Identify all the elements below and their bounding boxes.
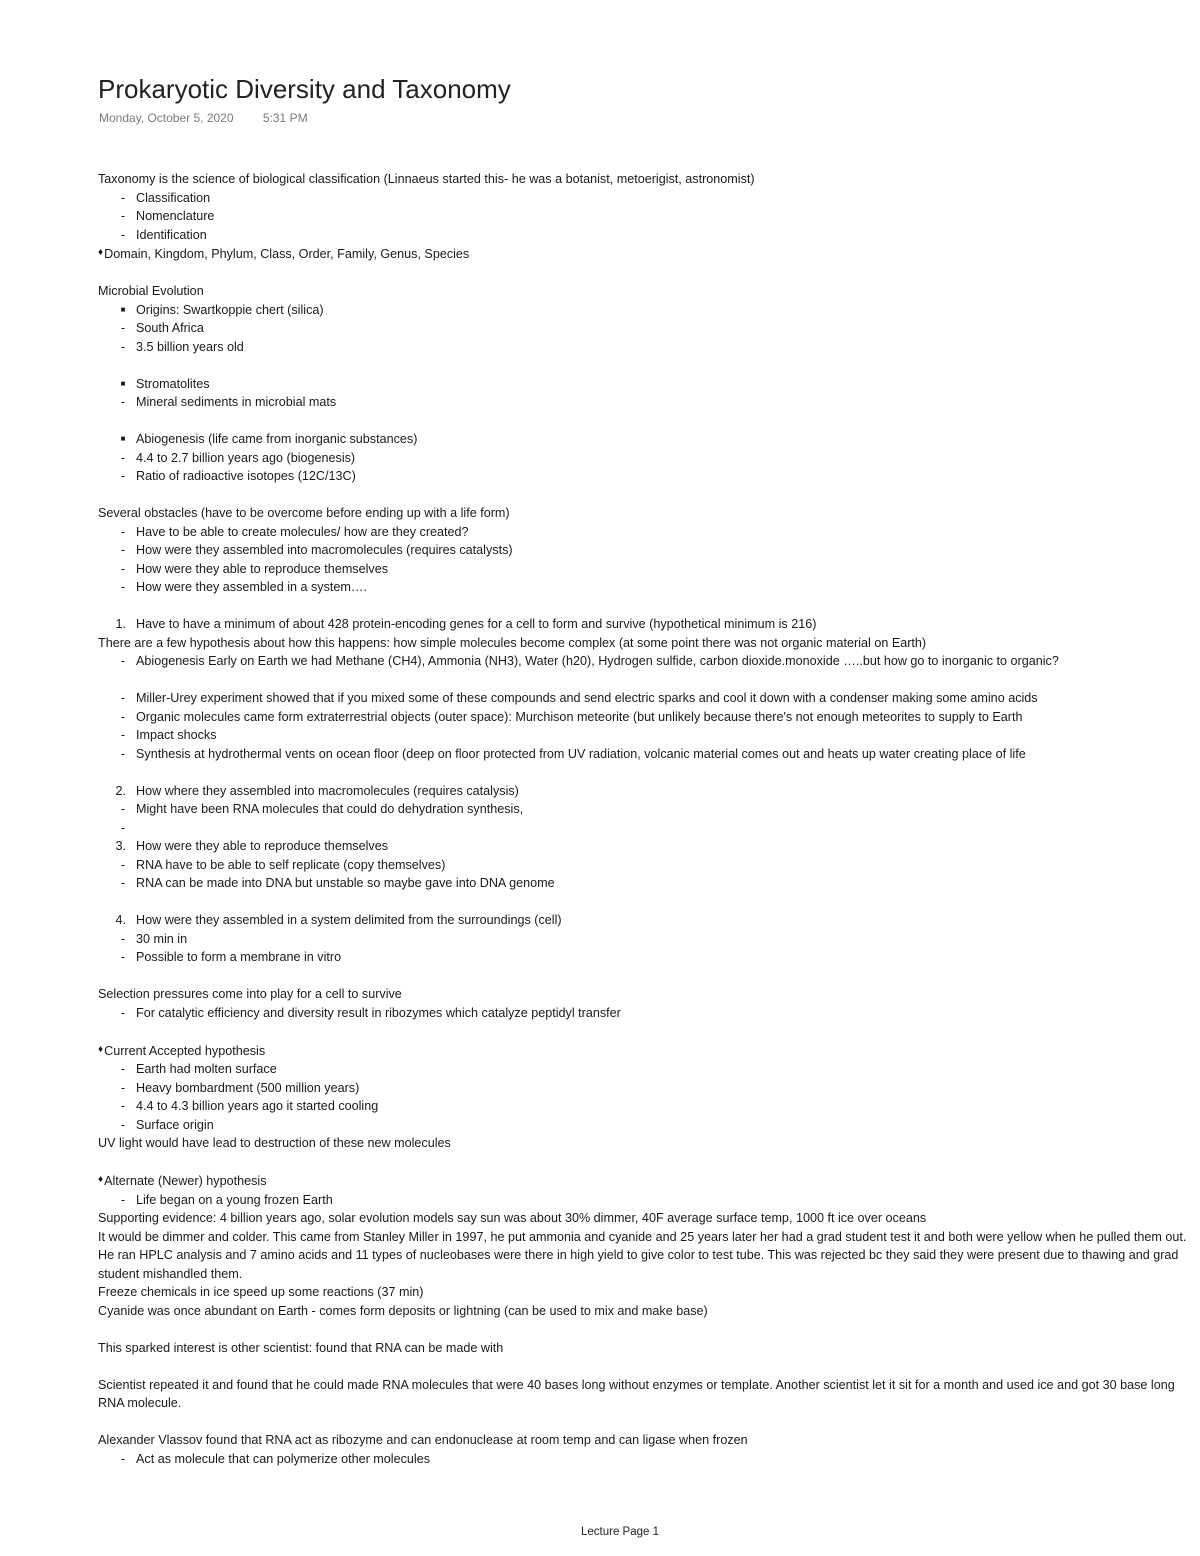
dash-bullet-icon: -: [120, 450, 126, 465]
blank-line: [98, 356, 1192, 375]
dash-bullet-icon: -: [120, 802, 126, 816]
page-title: Prokaryotic Diversity and Taxonomy: [98, 74, 511, 104]
list-number: 3.: [115, 839, 126, 853]
line-text: Act as molecule that can polymerize other molecules: [136, 1451, 430, 1466]
note-date: Monday, October 5, 2020: [99, 111, 234, 125]
line-text: Mineral sediments in microbial mats: [136, 395, 337, 409]
blank-line: [98, 1357, 1192, 1376]
dash-bullet-icon: -: [120, 1099, 126, 1113]
line-text: Supporting evidence: 4 billion years ago, solar evolution models say sun was about 30% dimmer, 40F average surface temp, 1000 ft ice over oceans: [98, 1211, 927, 1225]
line-text: 4.4 to 2.7 billion years ago (biogenesis): [136, 450, 356, 465]
line-text: 30 min in: [136, 931, 188, 946]
list-number: 1.: [115, 617, 126, 631]
list-item: [98, 430, 1192, 449]
list-item: [98, 1097, 1192, 1116]
text-line: [98, 1339, 1192, 1358]
list-item: [98, 560, 1192, 579]
list-item: [98, 800, 1192, 819]
starred-line: [98, 1171, 1192, 1191]
line-text: Surface origin: [136, 1117, 214, 1132]
dash-bullet-icon: -: [120, 227, 126, 242]
note-time: 5:31 PM: [262, 111, 308, 125]
dash-bullet-icon: -: [120, 950, 126, 964]
line-text: For catalytic efficiency and diversity result in ribozymes which catalyze peptidyl transfer: [136, 1005, 621, 1020]
square-bullet-icon: ■: [120, 304, 126, 314]
square-bullet-icon: ■: [120, 378, 126, 388]
line-text: This sparked interest is other scientist: found that RNA can be made with: [98, 1340, 504, 1355]
line-text: Possible to form a membrane in vitro: [136, 950, 342, 964]
dash-bullet-icon: -: [120, 746, 126, 761]
line-text: RNA can be made into DNA but unstable so maybe gave into DNA genome: [136, 876, 555, 890]
dash-bullet-icon: -: [120, 543, 126, 557]
line-text: Miller-Urey experiment showed that if you mixed some of these compounds and send electric sparks and cool it down with a condenser making some amino acids: [136, 691, 1038, 705]
dash-bullet-icon: -: [120, 321, 126, 335]
line-text: How were they able to reproduce themselves: [136, 839, 389, 853]
list-item: [98, 819, 1192, 838]
line-text: There are a few hypothesis about how this happens: how simple molecules become complex (at some point there was not organic material on Earth): [98, 635, 927, 650]
blank-line: [98, 1153, 1192, 1172]
list-item: [98, 375, 1192, 394]
text-line: [98, 1283, 1192, 1302]
text-line: [98, 1431, 1192, 1450]
line-text: Microbial Evolution: [98, 284, 204, 298]
line-text: Impact shocks: [136, 728, 217, 742]
line-text: Alexander Vlassov found that RNA act as ribozyme and can endonuclease at room temp and can ligase when frozen: [98, 1433, 748, 1447]
dash-bullet-icon: -: [120, 395, 126, 409]
list-item: [98, 726, 1192, 745]
line-text: Origins: Swartkoppie chert (silica): [136, 302, 324, 317]
dash-bullet-icon: -: [120, 1192, 126, 1207]
dash-bullet-icon: -: [120, 561, 126, 576]
list-item: [98, 1191, 1192, 1210]
blank-line: [98, 967, 1192, 986]
dash-bullet-icon: -: [120, 524, 126, 539]
dash-bullet-icon: -: [120, 1451, 126, 1466]
list-item: [98, 874, 1192, 893]
list-item: [98, 1060, 1192, 1079]
line-text: South Africa: [136, 321, 204, 335]
list-item: [98, 578, 1192, 597]
list-item: [98, 930, 1192, 949]
line-text: Have to be able to create molecules/ how are they created?: [136, 524, 469, 539]
square-bullet-icon: ■: [120, 434, 126, 443]
dash-bullet-icon: -: [120, 469, 126, 483]
dash-bullet-icon: -: [120, 691, 126, 705]
line-text: How were they assembled in a system….: [136, 580, 367, 594]
line-text: 3.5 billion years old: [136, 339, 244, 354]
text-line: [98, 985, 1192, 1004]
blank-line: [98, 1320, 1192, 1339]
line-text: Might have been RNA molecules that could do dehydration synthesis,: [136, 802, 524, 816]
line-text: Abiogenesis (life came from inorganic substances): [136, 432, 418, 446]
list-item: [98, 338, 1192, 357]
blank-line: [98, 264, 1192, 283]
blank-line: [98, 597, 1192, 616]
list-item: [98, 467, 1192, 486]
dash-bullet-icon: -: [120, 1005, 126, 1020]
dash-bullet-icon: -: [120, 857, 126, 872]
list-item: [98, 689, 1192, 708]
list-number: 4.: [115, 913, 126, 927]
blank-line: [98, 1413, 1192, 1432]
line-text: Cyanide was once abundant on Earth - comes form deposits or lightning (can be used to mix and make base): [98, 1303, 708, 1318]
star-bullet-icon: ♦: [98, 1043, 104, 1055]
list-item: [98, 523, 1192, 542]
list-item: [98, 207, 1192, 226]
dash-bullet-icon: -: [120, 1117, 126, 1132]
text-line: [98, 282, 1192, 301]
list-item: [98, 837, 1192, 856]
text-line: [98, 1134, 1192, 1153]
text-line: [98, 170, 1192, 189]
list-item: [98, 856, 1192, 875]
list-item: [98, 948, 1192, 967]
blank-line: [98, 671, 1192, 690]
line-text: Stromatolites: [136, 376, 210, 391]
line-text: How were they able to reproduce themselves: [136, 561, 389, 576]
list-item: [98, 301, 1192, 320]
list-item: [98, 1004, 1192, 1023]
list-item: [98, 782, 1192, 801]
list-item: [98, 615, 1192, 634]
line-text: Alternate (Newer) hypothesis: [104, 1174, 267, 1188]
list-item: [98, 393, 1192, 412]
line-text: Domain, Kingdom, Phylum, Class, Order, Family, Genus, Species: [104, 247, 470, 261]
line-text: Organic molecules came form extraterrestrial objects (outer space): Murchison meteorite (but unlikely because there's not enough meteorites to supply to Earth: [136, 709, 1023, 724]
text-line: [98, 1209, 1192, 1228]
text-line: [98, 1302, 1192, 1321]
list-item: [98, 745, 1192, 764]
list-item: [98, 911, 1192, 930]
line-text: Nomenclature: [136, 209, 215, 223]
blank-line: [98, 486, 1192, 505]
line-text: Earth had molten surface: [136, 1062, 277, 1076]
blank-line: [98, 1022, 1192, 1041]
line-text: Selection pressures come into play for a cell to survive: [98, 987, 402, 1001]
line-text: Classification: [136, 190, 211, 205]
page-footer: Lecture Page 1: [580, 1526, 659, 1538]
line-text: Taxonomy is the science of biological classification (Linnaeus started this- he was a botanist, metoerigist, astronomist): [98, 172, 755, 186]
line-text: Current Accepted hypothesis: [104, 1043, 266, 1058]
line-text: Scientist repeated it and found that he could made RNA molecules that were 40 bases long without enzymes or template. Another scientist let it sit for a month and used ice and got 30 base long RNA molecule.: [98, 1377, 1175, 1410]
starred-line: [98, 244, 1192, 264]
line-text: Ratio of radioactive isotopes (12C/13C): [136, 469, 356, 483]
star-bullet-icon: ♦: [98, 1174, 104, 1185]
dash-bullet-icon: -: [120, 654, 126, 668]
star-bullet-icon: ♦: [98, 247, 104, 258]
list-item: [98, 1116, 1192, 1135]
line-text: Synthesis at hydrothermal vents on ocean floor (deep on floor protected from UV radiation, volcanic material comes out and heats up water creating place of life: [136, 746, 1026, 761]
dash-bullet-icon: -: [120, 209, 126, 223]
paragraph: [98, 1228, 1192, 1284]
list-item: [98, 1450, 1192, 1469]
blank-line: [98, 763, 1192, 782]
dash-bullet-icon: -: [120, 709, 126, 724]
line-text: Heavy bombardment (500 million years): [136, 1080, 360, 1095]
paragraph: [98, 1376, 1192, 1413]
list-item: [98, 652, 1192, 671]
line-text: How where they assembled into macromolecules (requires catalysis): [136, 783, 519, 798]
line-text: Abiogenesis Early on Earth we had Methane (CH4), Ammonia (NH3), Water (h20), Hydrogen sulfide, carbon dioxide.monoxide …..but how go to inorganic to organic?: [136, 654, 1059, 668]
list-number: 2.: [115, 783, 126, 798]
starred-line: [98, 1041, 1192, 1061]
list-item: [98, 319, 1192, 338]
timestamp: [99, 110, 308, 126]
note-body: [98, 170, 1192, 1468]
blank-line: [98, 412, 1192, 431]
dash-bullet-icon: -: [120, 190, 126, 205]
line-text: Life began on a young frozen Earth: [136, 1192, 333, 1207]
line-text: UV light would have lead to destruction of these new molecules: [98, 1136, 451, 1150]
line-text: How were they assembled in a system delimited from the surroundings (cell): [136, 913, 562, 927]
line-text: RNA have to be able to self replicate (copy themselves): [136, 857, 446, 872]
line-text: Have to have a minimum of about 428 protein-encoding genes for a cell to form and survive (hypothetical minimum is 216): [136, 617, 817, 631]
dash-bullet-icon: -: [120, 1062, 126, 1076]
dash-bullet-icon: -: [120, 580, 126, 594]
dash-bullet-icon: -: [120, 339, 126, 354]
list-item: [98, 1079, 1192, 1098]
text-line: [98, 634, 1192, 653]
line-text: It would be dimmer and colder. This came from Stanley Miller in 1997, he put ammonia and cyanide and 25 years later her had a grad student test it and both were yellow when he pulled them out. He ran HPLC analysis and 7 amino acids and 11 types of nucleobases were there in high yield to give color to test tube. This was rejected bc they said they were present due to thawing and grad student mishandled them.: [98, 1229, 1187, 1281]
list-item: [98, 708, 1192, 727]
line-text: Identification: [136, 227, 207, 242]
list-item: [98, 189, 1192, 208]
dash-bullet-icon: -: [120, 931, 126, 946]
line-text: 4.4 to 4.3 billion years ago it started cooling: [136, 1099, 379, 1113]
list-item: [98, 226, 1192, 245]
line-text: How were they assembled into macromolecules (requires catalysts): [136, 543, 513, 557]
dash-bullet-icon: -: [120, 820, 126, 835]
blank-line: [98, 893, 1192, 912]
dash-bullet-icon: -: [120, 876, 126, 890]
line-text: Freeze chemicals in ice speed up some reactions (37 min): [98, 1285, 424, 1299]
dash-bullet-icon: -: [120, 728, 126, 742]
line-text: Several obstacles (have to be overcome before ending up with a life form): [98, 506, 510, 520]
list-item: [98, 449, 1192, 468]
text-line: [98, 504, 1192, 523]
dash-bullet-icon: -: [120, 1080, 126, 1095]
list-item: [98, 541, 1192, 560]
